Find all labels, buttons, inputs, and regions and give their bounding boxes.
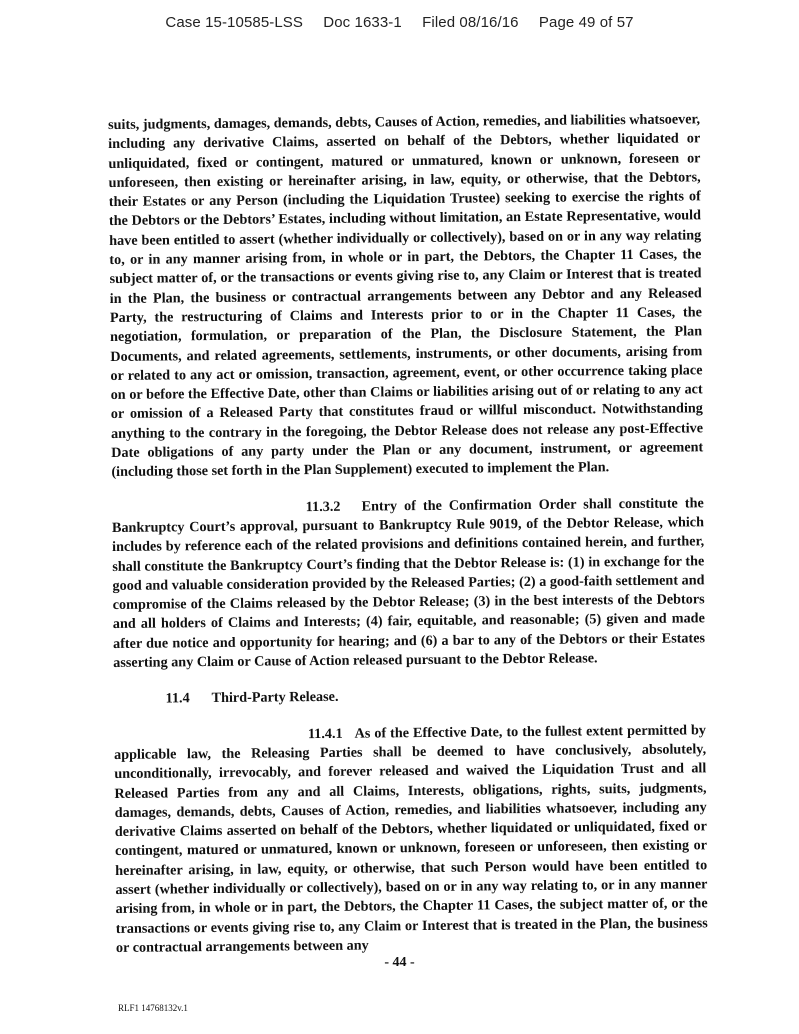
case-number: Case 15-10585-LSS [165,14,304,31]
section-text: As of the Effective Date, to the fullest extent permitted by applicable law, the Releasing Parties shall be deemed to have conclusively, absolutely, unconditionally, irrevocably, and forever released and waived the Liquidation Trust and all Released Parties from any and all Claims, Interests, obligations, rights, suits, judgments, damages, demands, debts, Causes of Action, remedies, and liabilities whatsoever, including any derivative Claims asserted on behalf of the Debtors, whether liquidated or unliquidated, fixed or contingent, matured or unmatured, known or unknown, foreseen or unforeseen, then existing or hereinafter arising, in law, equity, or otherwise, that such Person would have been entitled to assert (whether individually or collectively), based on or in any way relating to, or in any manner arising from, in whole or in part, the Debtors, the Chapter 11 Cases, the subject matter of, or the transactions or events giving rise to, any Claim or Interest that is treated in the Plan, the business or contractual arrangements between any [114,721,708,956]
page-count: Page 49 of 57 [538,14,634,31]
doc-number: Doc 1633-1 [323,14,402,31]
page-header [0,14,799,31]
section-11-3-2 [112,494,706,673]
document-id: RLF1 14768132v.1 [118,1003,188,1013]
filed-date: Filed 08/16/16 [422,14,519,31]
page-number: - 44 - [384,955,415,970]
document-body [108,110,708,958]
section-number: 11.4.1 [307,725,343,742]
section-number: 11.4 [165,690,190,707]
section-11-4-1 [114,721,708,958]
section-title: Third-Party Release. [211,689,339,707]
paragraph-continued: suits, judgments, damages, demands, debts, Causes of Action, remedies, and liabilities whatsoever, including any derivative Claims, asserted on behalf of the Debtors, whether liquidated or unliquidated, fixed or contingent, matured or unmatured, known or unknown, foreseen or unforeseen, then existing or hereinafter arising, in law, equity, or otherwise, that the Debtors, their Estates or any Person (including the Liquidation Trustee) seeking to exercise the rights of the Debtors or the Debtors’ Estates, including without limitation, an Estate Representative, would have been entitled to assert (whether individually or collectively), based on or in any way relating to, or in any manner arising from, in whole or in part, the Debtors, the Chapter 11 Cases, the subject matter of, or the transactions or events giving rise to, any Claim or Interest that is treated in the Plan, the business or contractual arrangements between any Debtor and any Released Party, the restructuring of Claims and Interests prior to or in the Chapter 11 Cases, the negotiation, formulation, or preparation of the Plan, the Disclosure Statement, the Plan Documents, and related agreements, settlements, instruments, or other documents, arising from or related to any act or omission, transaction, agreement, event, or other occurrence taking place on or before the Effective Date, other than Claims or liabilities arising out of or relating to any act or omission of a Released Party that constitutes fraud or willful misconduct. Notwithstanding anything to the contrary in the foregoing, the Debtor Release does not release any post-Effective Date obligations of any party under the Plan or any document, instrument, or agreement (including those set forth in the Plan Supplement) executed to implement the Plan. [108,111,704,481]
section-11-4-heading [114,685,706,710]
section-text: Entry of the Confirmation Order shall constitute the Bankruptcy Court’s approval, pursuant to Bankruptcy Rule 9019, of the Debtor Release, which includes by reference each of the related provisions and definitions contained herein, and further, shall constitute the Bankruptcy Court’s finding that the Debtor Release is: (1) in exchange for the good and valuable consideration provided by the Released Parties; (2) a good-faith settlement and compromise of the Claims released by the Debtor Release; (3) in the best interests of the Debtors and all holders of Claims and Interests; (4) fair, equitable, and reasonable; (5) given and made after due notice and opportunity for hearing; and (6) a bar to any of the Debtors or their Estates asserting any Claim or Cause of Action released pursuant to the Debtor Release. [111,494,706,671]
section-number: 11.3.2 [305,498,341,515]
